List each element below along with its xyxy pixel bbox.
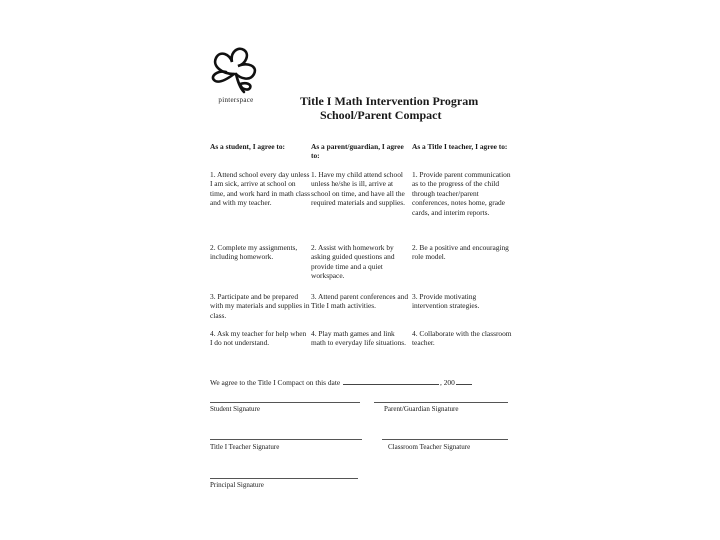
school-logo <box>204 44 268 104</box>
year-prefix: , 200 <box>440 378 455 387</box>
teacher-item-4: 4. Collaborate with the classroom teacher. <box>412 329 512 348</box>
classroom-teacher-signature-label: Classroom Teacher Signature <box>388 443 471 451</box>
student-signature-label: Student Signature <box>210 405 260 413</box>
parent-signature-line <box>374 402 508 403</box>
title-teacher-signature-label: Title I Teacher Signature <box>210 443 280 451</box>
teacher-item-1: 1. Provide parent communication as to the progress of the child through teacher/parent conferences, notes home, grade cards, and interim reports. <box>412 170 511 217</box>
student-column-heading: As a student, I agree to: <box>210 142 285 151</box>
year-blank <box>456 377 472 385</box>
agreement-date-line <box>210 377 473 387</box>
student-item-2: 2. Complete my assignments, including homework. <box>210 243 298 262</box>
parent-item-4: 4. Play math games and link math to everyday life situations. <box>311 329 407 348</box>
logo-wordmark: pinterspace <box>218 96 254 104</box>
classroom-teacher-signature-line <box>382 439 508 440</box>
teacher-item-3: 3. Provide motivating intervention strategies. <box>412 292 480 311</box>
principal-signature-line <box>210 478 358 479</box>
title-teacher-signature-line <box>210 439 362 440</box>
document-subtitle: School/Parent Compact <box>320 108 442 122</box>
parent-item-2: 2. Assist with homework by asking guided questions and provide time and a quiet workspace. <box>311 243 395 281</box>
student-signature-line <box>210 402 360 403</box>
document-title: Title I Math Intervention Program <box>300 94 479 108</box>
student-item-1: 1. Attend school every day unless I am sick, arrive at school on time, and work hard in math class and with my teacher. <box>210 170 310 208</box>
flower-logo-icon <box>204 44 268 94</box>
parent-item-1: 1. Have my child attend school unless he/she is ill, arrive at school on time, and have all the required materials and supplies. <box>311 170 405 208</box>
teacher-item-2: 2. Be a positive and encouraging role model. <box>412 243 509 262</box>
student-item-4: 4. Ask my teacher for help when I do not understand. <box>210 329 307 348</box>
principal-signature-label: Principal Signature <box>210 481 264 489</box>
agreement-text: We agree to the Title I Compact on this date <box>210 378 341 387</box>
parent-column-heading: As a parent/guardian, I agree to: <box>311 142 404 161</box>
date-blank <box>343 377 439 385</box>
student-item-3: 3. Participate and be prepared with my materials and supplies in class. <box>210 292 310 320</box>
teacher-column-heading: As a Title I teacher, I agree to: <box>412 142 508 151</box>
parent-signature-label: Parent/Guardian Signature <box>384 405 459 413</box>
parent-item-3: 3. Attend parent conferences and Title I math activities. <box>311 292 409 311</box>
